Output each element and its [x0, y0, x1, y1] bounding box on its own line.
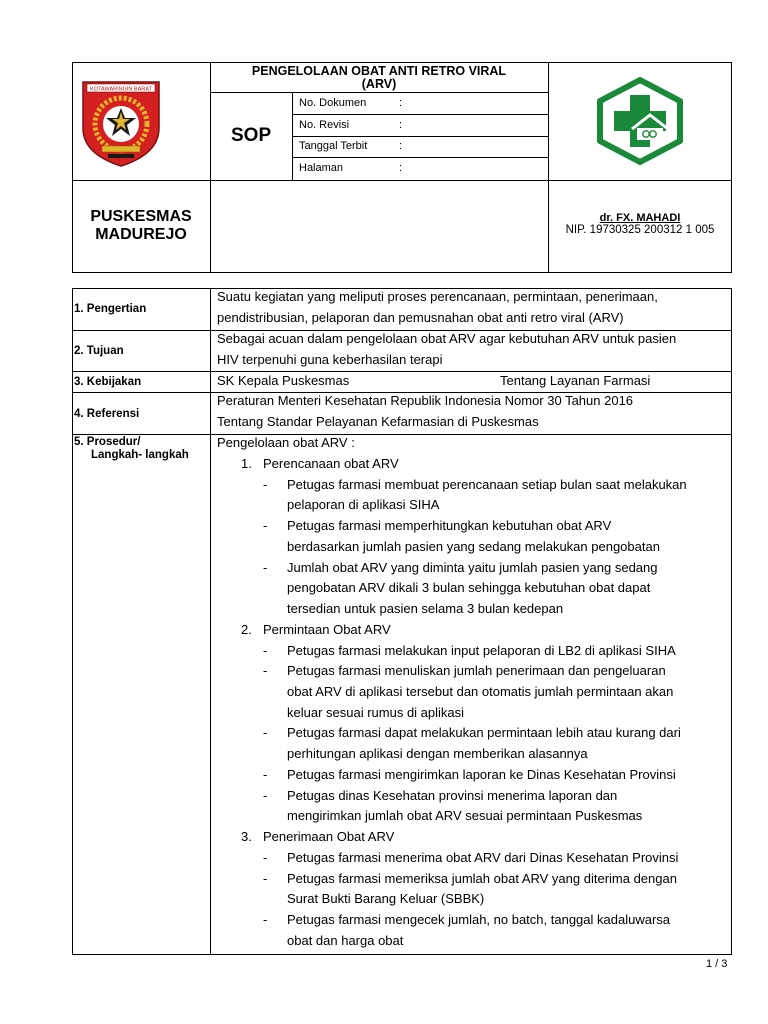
organization-name — [72, 208, 210, 244]
meta-no-revisi-sep: : — [399, 119, 403, 131]
step-3-number: 3. — [241, 829, 252, 844]
step-1-bullet-3-line-2: pengobatan ARV dikali 3 bulan sehingga kebutuhan obat dapat — [287, 580, 651, 595]
meta-no-dokumen-sep: : — [399, 97, 403, 109]
organization-name-line1: PUSKESMAS — [90, 208, 192, 225]
meta-tanggal-terbit-sep: : — [399, 140, 403, 152]
referensi-line-1: Peraturan Menteri Kesehatan Republik Indonesia Nomor 30 Tahun 2016 — [217, 393, 634, 408]
step-1-bullet-2-line-1: Petugas farmasi memperhitungkan kebutuhan obat ARV — [287, 518, 612, 533]
document-title — [210, 65, 548, 91]
meta-halaman-label: Halaman — [299, 162, 344, 174]
page-number: 1 / 3 — [706, 958, 728, 970]
step-3-title: Penerimaan Obat ARV — [263, 829, 395, 844]
step-1-bullet-3-line-3: tersedian untuk pasien selama 3 bulan kedepan — [287, 601, 564, 616]
bullet-dash: - — [263, 788, 268, 803]
bullet-dash: - — [263, 643, 268, 658]
signatory-block — [549, 212, 731, 236]
step-2-bullet-5-line-1: Petugas dinas Kesehatan provinsi menerima laporan dan — [287, 788, 618, 803]
step-1-number: 1. — [241, 456, 252, 471]
pengertian-line-1: Suatu kegiatan yang meliputi proses perencanaan, permintaan, penerimaan, — [217, 289, 658, 304]
bullet-dash: - — [263, 850, 268, 865]
meta-tanggal-terbit-label: Tanggal Terbit — [299, 140, 368, 152]
bullet-dash: - — [263, 725, 268, 740]
step-2-bullet-2-line-1: Petugas farmasi menuliskan jumlah penerimaan dan pengeluaran — [287, 663, 666, 678]
step-2-bullet-2-line-2: obat ARV di aplikasi tersebut dan otomatis jumlah permintaan akan — [287, 684, 674, 699]
step-1-bullet-3-line-1: Jumlah obat ARV yang diminta yaitu jumlah pasien yang sedang — [287, 560, 658, 575]
signatory-nip: NIP. 19730325 200312 1 005 — [565, 224, 715, 236]
bullet-dash: - — [263, 477, 268, 492]
bullet-dash: - — [263, 518, 268, 533]
step-1-bullet-2-line-2: berdasarkan jumlah pasien yang sedang melakukan pengobatan — [287, 539, 660, 554]
kebijakan-left: SK Kepala Puskesmas — [217, 373, 350, 388]
organization-name-line2: MADUREJO — [95, 226, 187, 243]
step-2-bullet-3-line-1: Petugas farmasi dapat melakukan permintaan lebih atau kurang dari — [287, 725, 681, 740]
bullet-dash: - — [263, 912, 268, 927]
step-2-bullet-4-line-1: Petugas farmasi mengirimkan laporan ke Dinas Kesehatan Provinsi — [287, 767, 676, 782]
step-2-bullet-1-line-1: Petugas farmasi melakukan input pelaporan di LB2 di aplikasi SIHA — [287, 643, 676, 658]
step-2-bullet-3-line-2: perhitungan aplikasi dengan memberikan alasannya — [287, 746, 588, 761]
sop-label: SOP — [231, 125, 272, 146]
meta-no-revisi-label: No. Revisi — [299, 119, 350, 131]
kebijakan-right: Tentang Layanan Farmasi — [500, 373, 651, 388]
step-1-title: Perencanaan obat ARV — [263, 456, 399, 471]
step-2-bullet-2-line-3: keluar sesuai rumus di aplikasi — [287, 705, 465, 720]
emblem-banner-text: KOTAWARINGIN BARAT — [90, 86, 152, 93]
regional-emblem-logo — [78, 76, 164, 168]
step-3-bullet-3-line-1: Petugas farmasi mengecek jumlah, no batch, tanggal kadaluwarsa — [287, 912, 670, 927]
step-1-bullet-1-line-2: pelaporan di aplikasi SIHA — [287, 497, 440, 512]
step-3-bullet-2-line-2: Surat Bukti Barang Keluar (SBBK) — [287, 891, 485, 906]
step-2-number: 2. — [241, 622, 252, 637]
step-1-bullet-1-line-1: Petugas farmasi membuat perencanaan setiap bulan saat melakukan — [287, 477, 687, 492]
tujuan-line-2: HIV terpenuhi guna keberhasilan terapi — [217, 352, 443, 367]
label-prosedur-line2: Langkah- langkah — [91, 449, 189, 461]
step-3-bullet-3-line-2: obat dan harga obat — [287, 933, 404, 948]
label-referensi: 4. Referensi — [74, 408, 140, 420]
step-2-title: Permintaan Obat ARV — [263, 622, 391, 637]
bullet-dash: - — [263, 767, 268, 782]
step-3-bullet-1-line-1: Petugas farmasi menerima obat ARV dari Dinas Kesehatan Provinsi — [287, 850, 679, 865]
label-prosedur-line1: 5. Prosedur/ — [74, 436, 141, 448]
step-3-bullet-2-line-1: Petugas farmasi memeriksa jumlah obat ARV yang diterima dengan — [287, 871, 677, 886]
pengertian-line-2: pendistribusian, pelaporan dan pemusnahan obat anti retro viral (ARV) — [217, 310, 624, 325]
meta-halaman-sep: : — [399, 162, 403, 174]
document-title-line1: PENGELOLAAN OBAT ANTI RETRO VIRAL — [251, 64, 507, 78]
label-pengertian: 1. Pengertian — [74, 303, 147, 315]
bullet-dash: - — [263, 663, 268, 678]
signatory-name: dr. FX. MAHADI — [599, 212, 681, 224]
tujuan-line-1: Sebagai acuan dalam pengelolaan obat ARV agar kebutuhan ARV untuk pasien — [217, 331, 677, 346]
step-2-bullet-5-line-2: mengirimkan jumlah obat ARV sesuai permintaan Puskesmas — [287, 808, 643, 823]
document-title-line2: (ARV) — [361, 77, 397, 91]
prosedur-intro: Pengelolaan obat ARV : — [217, 435, 355, 450]
puskesmas-logo — [594, 77, 686, 165]
bullet-dash: - — [263, 871, 268, 886]
label-tujuan: 2. Tujuan — [74, 345, 124, 357]
bullet-dash: - — [263, 560, 268, 575]
meta-no-dokumen-label: No. Dokumen — [299, 97, 367, 109]
label-kebijakan: 3. Kebijakan — [74, 376, 142, 388]
referensi-line-2: Tentang Standar Pelayanan Kefarmasian di Puskesmas — [217, 414, 539, 429]
